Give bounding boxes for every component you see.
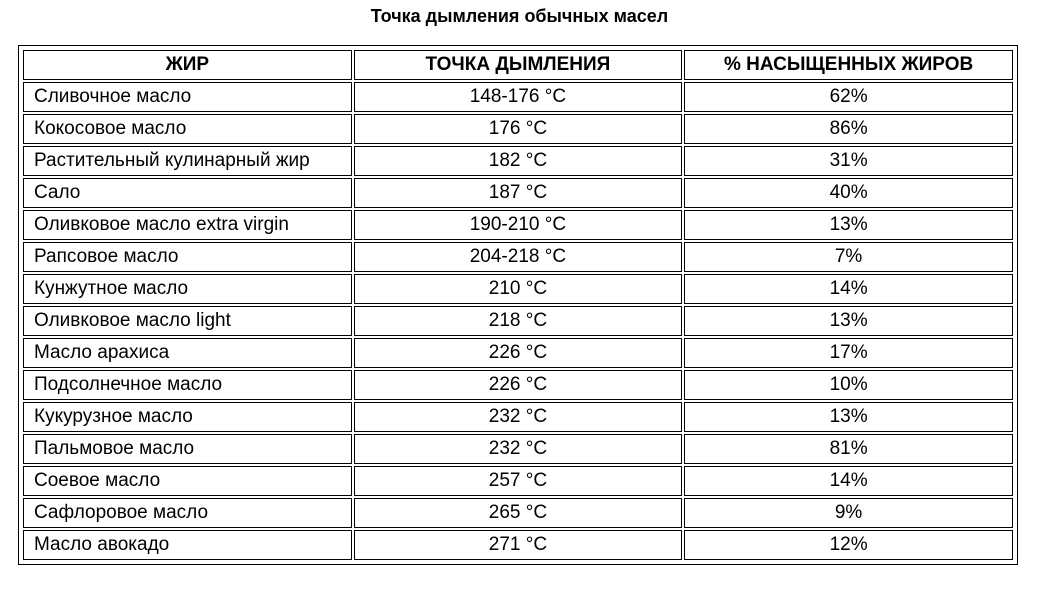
table-row [23, 434, 1013, 464]
table-row [23, 146, 1013, 176]
smoke-point-cell: 176 °C [354, 114, 683, 144]
column-header-saturated-fat: % НАСЫЩЕННЫХ ЖИРОВ [684, 50, 1013, 80]
table-row [23, 402, 1013, 432]
smoke-point-cell: 226 °C [354, 338, 683, 368]
table-row [23, 242, 1013, 272]
table-row [23, 114, 1013, 144]
table-row [23, 370, 1013, 400]
fat-cell: Сливочное масло [23, 82, 352, 112]
fat-cell: Растительный кулинарный жир [23, 146, 352, 176]
column-header-fat: ЖИР [23, 50, 352, 80]
saturated-fat-cell: 12% [684, 530, 1013, 560]
smoke-point-cell: 265 °C [354, 498, 683, 528]
fat-cell: Кунжутное масло [23, 274, 352, 304]
smoke-point-cell: 204-218 °C [354, 242, 683, 272]
smoke-point-cell: 182 °C [354, 146, 683, 176]
saturated-fat-cell: 13% [684, 306, 1013, 336]
saturated-fat-cell: 10% [684, 370, 1013, 400]
smoke-point-table-frame [18, 45, 1018, 565]
saturated-fat-cell: 31% [684, 146, 1013, 176]
smoke-point-cell: 226 °C [354, 370, 683, 400]
fat-cell: Кокосовое масло [23, 114, 352, 144]
smoke-point-cell: 210 °C [354, 274, 683, 304]
saturated-fat-cell: 9% [684, 498, 1013, 528]
fat-cell: Оливковое масло extra virgin [23, 210, 352, 240]
table-row [23, 498, 1013, 528]
table-row [23, 178, 1013, 208]
saturated-fat-cell: 13% [684, 210, 1013, 240]
fat-cell: Масло авокадо [23, 530, 352, 560]
table-row [23, 530, 1013, 560]
table-body [23, 82, 1013, 560]
saturated-fat-cell: 13% [684, 402, 1013, 432]
table-row [23, 274, 1013, 304]
smoke-point-cell: 187 °C [354, 178, 683, 208]
smoke-point-cell: 232 °C [354, 402, 683, 432]
column-header-smoke-point: ТОЧКА ДЫМЛЕНИЯ [354, 50, 683, 80]
fat-cell: Пальмовое масло [23, 434, 352, 464]
smoke-point-cell: 271 °C [354, 530, 683, 560]
saturated-fat-cell: 62% [684, 82, 1013, 112]
saturated-fat-cell: 17% [684, 338, 1013, 368]
table-header-row [23, 50, 1013, 80]
saturated-fat-cell: 14% [684, 466, 1013, 496]
smoke-point-cell: 257 °C [354, 466, 683, 496]
fat-cell: Рапсовое масло [23, 242, 352, 272]
table-row [23, 82, 1013, 112]
table-row [23, 306, 1013, 336]
fat-cell: Подсолнечное масло [23, 370, 352, 400]
table-row [23, 466, 1013, 496]
saturated-fat-cell: 14% [684, 274, 1013, 304]
fat-cell: Кукурузное масло [23, 402, 352, 432]
table-title: Точка дымления обычных масел [370, 6, 669, 26]
smoke-point-table [21, 48, 1015, 562]
saturated-fat-cell: 7% [684, 242, 1013, 272]
table-row [23, 338, 1013, 368]
smoke-point-cell: 218 °C [354, 306, 683, 336]
saturated-fat-cell: 86% [684, 114, 1013, 144]
saturated-fat-cell: 40% [684, 178, 1013, 208]
table-row [23, 210, 1013, 240]
smoke-point-cell: 148-176 °C [354, 82, 683, 112]
smoke-point-cell: 232 °C [354, 434, 683, 464]
fat-cell: Соевое масло [23, 466, 352, 496]
fat-cell: Сафлоровое масло [23, 498, 352, 528]
fat-cell: Оливковое масло light [23, 306, 352, 336]
smoke-point-cell: 190-210 °C [354, 210, 683, 240]
fat-cell: Сало [23, 178, 352, 208]
saturated-fat-cell: 81% [684, 434, 1013, 464]
fat-cell: Масло арахиса [23, 338, 352, 368]
